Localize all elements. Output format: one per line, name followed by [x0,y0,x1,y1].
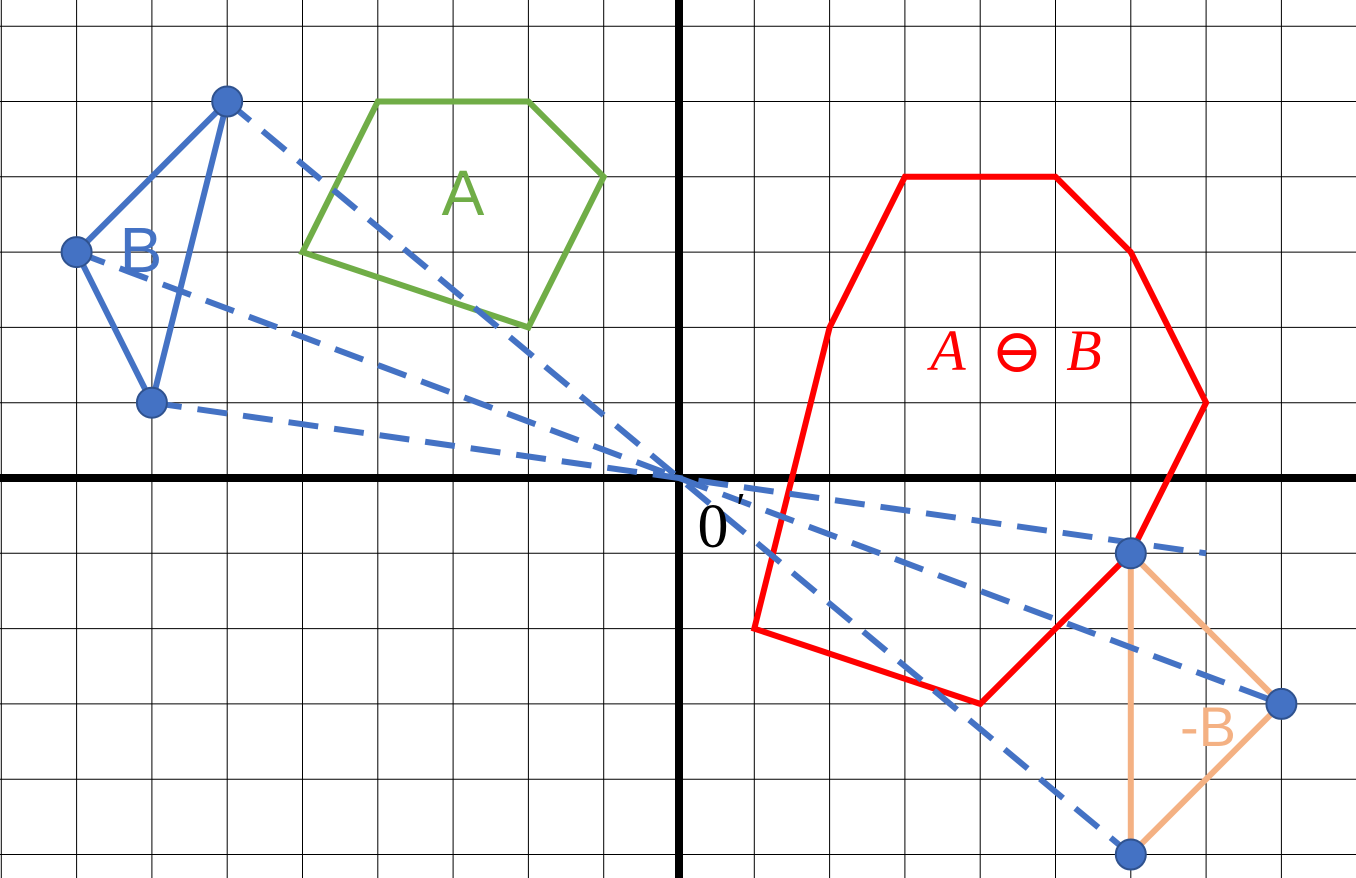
vertex-point-neg-b [1116,840,1146,870]
vertex-point-b [62,237,92,267]
label-neg-b: -B [1180,695,1236,758]
label-b: B [119,214,163,286]
difference-operator: ⊖ [991,318,1043,386]
vertex-point-neg-b [1266,689,1296,719]
vertex-point-b [212,87,242,117]
vertex-point-neg-b [1116,538,1146,568]
difference-label [926,318,1101,386]
vertex-point-b [137,388,167,418]
difference-label-b: B [1066,318,1102,383]
difference-label-a: A [930,318,966,383]
label-a: A [441,157,485,229]
origin-label: 0 [697,493,729,561]
origin-prime-mark: ′ [736,486,746,532]
